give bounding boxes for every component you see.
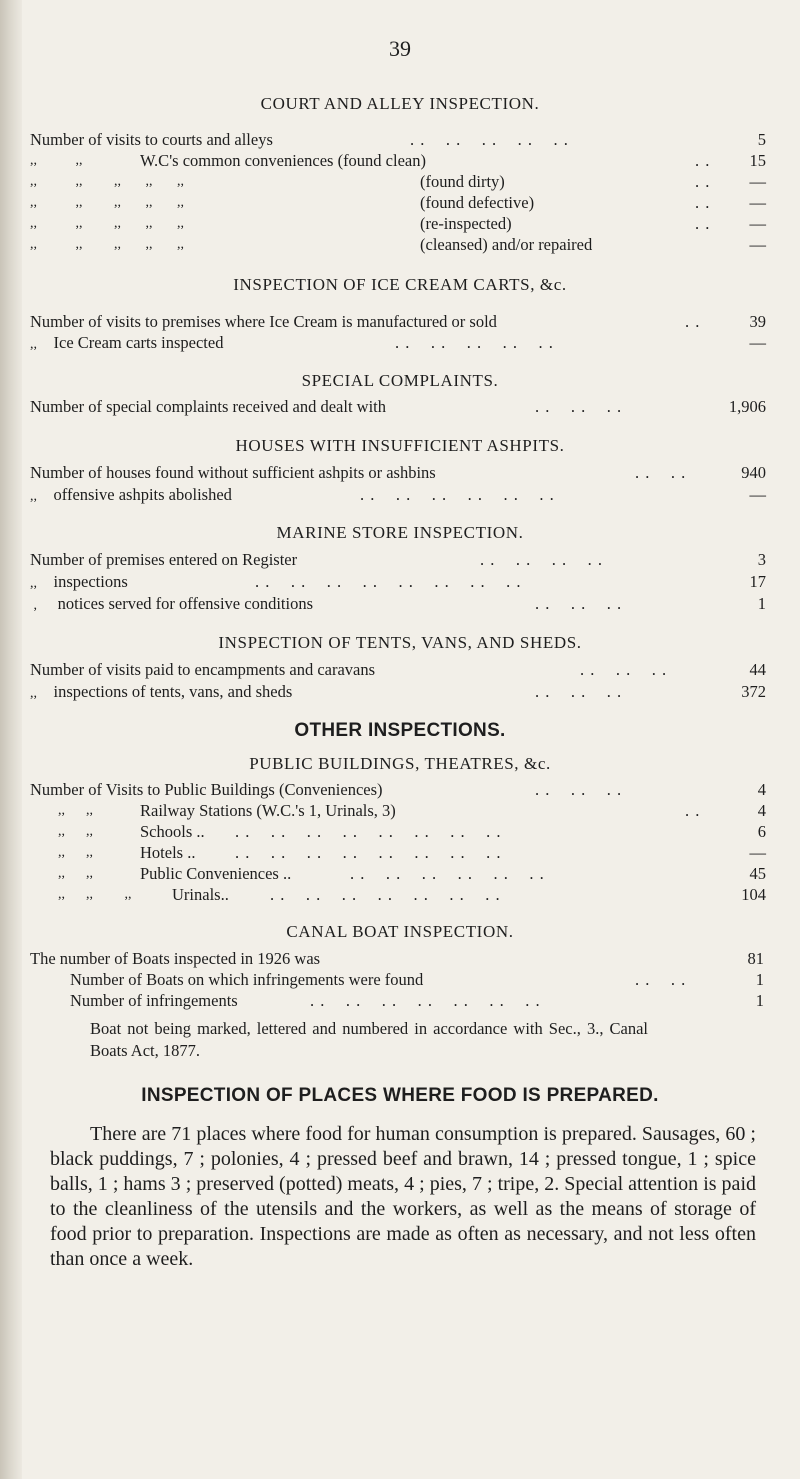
ice-cream-heading: INSPECTION OF ICE CREAM CARTS, &c. — [233, 275, 567, 294]
court-row: ,, ,, ,, ,, ,, (found defective) . . — — [30, 193, 766, 212]
ashpits-heading: HOUSES WITH INSUFFICIENT ASHPITS. — [235, 436, 565, 455]
food-heading: INSPECTION OF PLACES WHERE FOOD IS PREPARED. — [141, 1085, 659, 1106]
court-row: ,, ,, W.C's common conveniences (found clean) . . 15 — [30, 151, 766, 170]
other-row: ,, ,, Schools .. . . . . . . . . . . . . . . . . 6 — [58, 822, 766, 841]
court-row: ,, ,, ,, ,, ,, (found dirty) . . — — [30, 172, 766, 191]
tents-heading: INSPECTION OF TENTS, VANS, AND SHEDS. — [218, 633, 582, 652]
page-number: 39 — [389, 36, 411, 61]
canal-heading: CANAL BOAT INSPECTION. — [286, 922, 514, 941]
marine-row: ,, inspections . . . . . . . . . . . . . . . . 17 — [30, 572, 766, 591]
ashpits-row: ,, offensive ashpits abolished . . . . . . . . . . . . — — [30, 485, 766, 504]
canal-row: The number of Boats inspected in 1926 was 81 — [30, 949, 764, 968]
marine-heading: MARINE STORE INSPECTION. — [276, 523, 524, 542]
court-row: ,, ,, ,, ,, ,, (re-inspected) . . — — [30, 214, 766, 233]
canal-row: Number of Boats on which infringements were found . . . . 1 — [70, 970, 764, 989]
other-row: ,, ,, Public Conveniences .. . . . . . . . . . . . . 45 — [58, 864, 766, 883]
court-row: ,, ,, ,, ,, ,, (cleansed) and/or repaired — — [30, 235, 766, 254]
ice-cream-row: Number of visits to premises where Ice Cream is manufactured or sold . . 39 — [30, 312, 766, 331]
tents-row: ,, inspections of tents, vans, and sheds . . . . . . 372 — [30, 682, 766, 701]
other-row: Number of Visits to Public Buildings (Conveniences) . . . . . . 4 — [30, 780, 766, 799]
other-row: ,, ,, ,, Urinals.. . . . . . . . . . . . . . . 104 — [58, 885, 766, 904]
canal-row: Number of infringements . . . . . . . . . . . . . . 1 — [70, 991, 764, 1010]
special-heading: SPECIAL COMPLAINTS. — [301, 371, 499, 390]
marine-row: , notices served for offensive conditions . . . . . . 1 — [30, 594, 766, 613]
ashpits-row: Number of houses found without sufficient ashpits or ashbins . . . . 940 — [30, 463, 766, 482]
other-row: ,, ,, Hotels .. . . . . . . . . . . . . . . . . — — [58, 843, 766, 862]
court-heading: COURT AND ALLEY INSPECTION. — [260, 94, 540, 113]
other-heading: OTHER INSPECTIONS. — [294, 720, 506, 741]
other-subheading: PUBLIC BUILDINGS, THEATRES, &c. — [249, 754, 551, 773]
marine-row: Number of premises entered on Register . . . . . . . . 3 — [30, 550, 766, 569]
canal-note: Boat not being marked, lettered and numbered in accordance with Sec., 3., Canal Boats Act, 1877. — [90, 1019, 648, 1060]
ice-cream-row: ,, Ice Cream carts inspected . . . . . . . . . . — — [30, 333, 766, 352]
tents-row: Number of visits paid to encampments and caravans . . . . . . 44 — [30, 660, 766, 679]
court-label: W.C's common conveniences (found clean) — [140, 151, 426, 170]
food-paragraph: There are 71 places where food for human consumption is prepared. Sausages, 60 ; black puddings, 7 ; polonies, 4 ; pressed beef and brawn, 14 ; pressed tongue, 1 ; spice balls, 1 ; hams 3 ; preserved (potted) meats, 4 ; pies, 7 ; tripe, 2. Special attention is paid to the cleanliness of the utensils and the workers, as well as the means of storage of food prior to preparation. Inspections are made as often as necessary, and not less often than once a week. — [50, 1123, 756, 1270]
other-row: ,, ,, Railway Stations (W.C.'s 1, Urinals, 3) . . 4 — [58, 801, 766, 820]
special-row: Number of special complaints received and dealt with . . . . . . 1,906 — [30, 397, 766, 416]
court-row: Number of visits to courts and alleys . . . . . . . . . . 5 — [30, 130, 766, 149]
